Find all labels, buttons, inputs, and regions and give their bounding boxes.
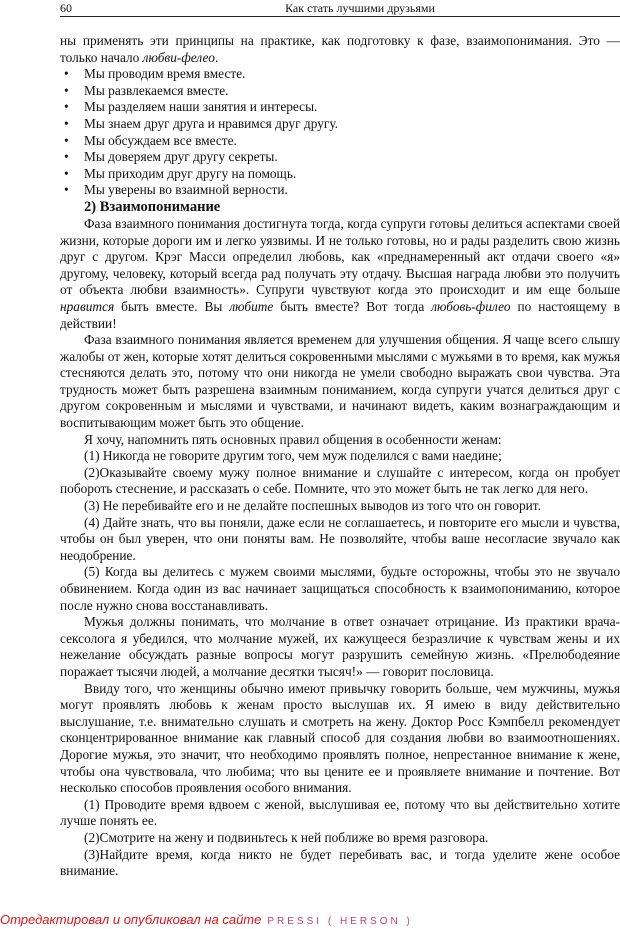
way-item: (2)Смотрите на жену и подвиньтесь к ней поближе во время разговора. <box>84 829 489 845</box>
footer-credit <box>0 912 620 929</box>
paragraph: Фаза взаимного понимания является временем для улучшения общения. Я чаще всего слышу жалобы от жен, которые хотят делиться сокровенными мыслями с мужьями в то время, как мужья стесняются делать это, потому что они никогда не умели свободно выражать свои чувства. Эта трудность может быть разрешена взаимным пониманием, когда супруги учатся делиться друг с другом сокровенным и мыслями и чувствами, и начинают видеть, каким вознаграждающим и воспитывающим может быть это общение. <box>60 332 620 431</box>
bullet-item: • Мы уверены во взаимной верности. <box>60 182 620 199</box>
rule-item: (1) Никогда не говорите другим того, чем муж поделился с вами наедине; <box>84 448 502 464</box>
page-number: 60 <box>60 1 72 15</box>
way-item: (3)Найдите время, когда никто не будет перебивать вас, и тогда уделите жене особое внимание. <box>60 846 620 879</box>
bullet-item: • Мы доверяем друг другу секреты. <box>60 149 620 166</box>
bullet-item: • Мы проводим время вместе. <box>60 66 620 83</box>
paragraph: Мужья должны понимать, что молчание в ответ означает отрицание. Из практики врача-сексолога я убедился, что молчание мужей, их кажущееся безразличие к чувствам жены и их нежелание обсуждать разные вопросы могут разрушить семейную жизнь. «Прелюбодеяние поражает тысячи людей, а молчание десятки тысяч!» — говорит пословица. <box>60 614 620 679</box>
paragraph: Я хочу, напомнить пять основных правил общения в особенности женам: <box>84 431 502 447</box>
bullet-item: • Мы знаем друг друга и нравимся друг другу. <box>60 116 620 133</box>
bullet-item: • Мы разделяем наши занятия и интересы. <box>60 99 620 116</box>
bullet-item: • Мы обсуждаем все вместе. <box>60 133 620 150</box>
footer-site-name: PRESSI ( HERSON ) <box>267 916 413 927</box>
body-text <box>60 33 620 880</box>
running-header <box>60 0 620 17</box>
bullet-list <box>60 66 620 199</box>
way-item: (1) Проводите время вдвоем с женой, выслушивая ее, потому что вы действительно хотите лучше понять ее. <box>60 796 620 829</box>
rule-item: (3) Не перебивайте его и не делайте поспешных выводов из того что он говорит. <box>84 498 541 514</box>
intro-paragraph: ны применять эти принципы на практике, как подготовку к фазе, взаимопонимания. Это — только начало любви-фелео. <box>60 33 620 65</box>
section-heading: 2) Взаимопонимание <box>84 198 221 215</box>
footer-credit-text: Отредактировал и опубликовал на сайте <box>0 912 262 927</box>
running-title: Как стать лучшими друзьями <box>285 1 435 15</box>
paragraph: Ввиду того, что женщины обычно имеют привычку говорить больше, чем мужчины, мужья могут проявлять любовь к женам просто выслушав их. Я имею в виду действительно выслушание, т.е. внимательно слушать и смотреть на жену. Доктор Росс Кэмпбелл рекомендует сконцентрированное внимание как главный способ для создания любви во взаимоотношениях. Дорогие мужья, это значит, что необходимо проявлять полное, непрестанное внимание к жене, чтобы она чувствовала, что любима; что вы цените ее и проявляете внимание и почтение. Вот несколько способов проявления особого внимания. <box>60 680 620 796</box>
rule-item: (5) Когда вы делитесь с мужем своими мыслями, будьте осторожны, чтобы это не звучало обвинением. Когда один из вас начинает защищаться способность к взаимопониманию, которое после нужно снова восстанавливать. <box>60 564 620 613</box>
paragraph: Фаза взаимного понимания достигнута тогда, когда супруги готовы делиться аспектами своей жизни, которые дороги им и легко уязвимы. И не только готовы, но и рады разделить свою жизнь друг с другом. Крэг Масси определил любовь, как «преднамеренный акт отдачи своего «я» другому, человеку, который всегда рад получать эту отдачу. Высшая награда любви это получить от объекта любви взаимность». Супруги чувствуют когда это происходит и им еще больше нравится быть вместе. Вы любите быть вместе? Вот тогда любовь-филео по настоящему в действии! <box>60 215 620 331</box>
bullet-item: • Мы приходим друг другу на помощь. <box>60 166 620 183</box>
rule-item: (2)Оказывайте своему мужу полное внимание и слушайте с интересом, когда он пробует побороть стеснение, и рассказать о себе. Помните, что это может быть не так легко для него. <box>60 464 620 497</box>
rule-item: (4) Дайте знать, что вы поняли, даже если не соглашаетесь, и повторите его мысли и чувства, чтобы он был уверен, что они поняты вам. Не позволяйте, чтобы ваше несогласие звучало как неодобрение. <box>60 514 620 563</box>
bullet-item: • Мы развлекаемся вместе. <box>60 83 620 100</box>
page <box>60 0 620 880</box>
